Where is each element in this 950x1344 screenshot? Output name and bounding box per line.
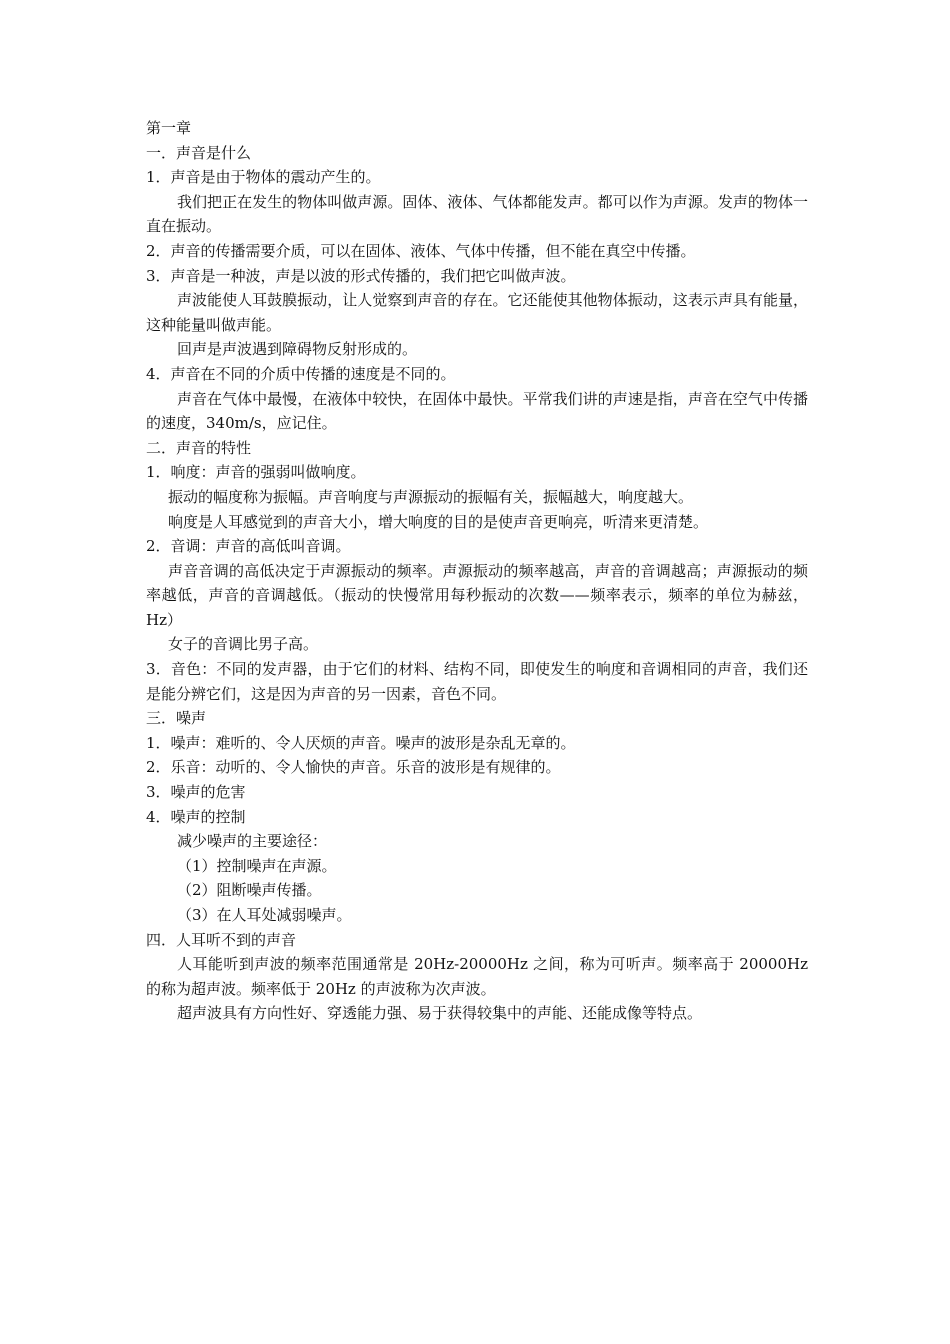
paragraph: 2．乐音：动听的、令人愉快的声音。乐音的波形是有规律的。 [146,758,561,777]
paragraph: 3．音色：不同的发声器，由于它们的材料、结构不同，即使发生的响度和音调相同的声音，我们还是能分辨它们，这是因为声音的另一因素，音色不同。 [146,660,808,703]
list-item: （1）控制噪声在声源。 [177,856,337,875]
paragraph: 我们把正在发生的物体叫做声源。固体、液体、气体都能发声。都可以作为声源。发声的物体一直在振动。 [146,192,808,236]
paragraph: 4．声音在不同的介质中传播的速度是不同的。 [146,364,456,383]
paragraph: 声音在气体中最慢，在液体中较快，在固体中最快。平常我们讲的声速是指，声音在空气中传播的速度，340m/s，应记住。 [146,389,808,433]
paragraph: 4．噪声的控制 [146,807,246,826]
section-heading-2: 二．声音的特性 [146,438,252,457]
paragraph: 人耳能听到声波的频率范围通常是 20Hz-20000Hz 之间，称为可听声。频率高于 20000Hz 的称为超声波。频率低于 20Hz 的声波称为次声波。 [146,955,808,998]
paragraph: 1．噪声：难听的、令人厌烦的声音。噪声的波形是杂乱无章的。 [146,733,576,752]
paragraph: 回声是声波遇到障碍物反射形成的。 [177,340,418,359]
section-heading-3: 三．噪声 [146,709,207,728]
paragraph: 振动的幅度称为振幅。声音响度与声源振动的振幅有关，振幅越大，响度越大。 [168,487,694,506]
paragraph: 超声波具有方向性好、穿透能力强、易于获得较集中的声能、还能成像等特点。 [177,1004,703,1023]
paragraph: 1．响度：声音的强弱叫做响度。 [146,463,366,482]
document-page [146,116,808,1026]
section-heading-1: 一．声音是什么 [146,143,252,162]
paragraph: 1．声音是由于物体的震动产生的。 [146,168,381,187]
section-heading-4: 四．人耳听不到的声音 [146,930,297,949]
paragraph: 声波能使人耳鼓膜振动，让人觉察到声音的存在。它还能使其他物体振动，这表示声具有能量，这种能量叫做声能。 [146,291,808,334]
paragraph: 响度是人耳感觉到的声音大小，增大响度的目的是使声音更响亮，听清来更清楚。 [168,512,709,531]
chapter-title: 第一章 [146,119,192,137]
paragraph: 3．声音是一种波，声是以波的形式传播的，我们把它叫做声波。 [146,266,576,285]
paragraph: 3．噪声的危害 [146,783,246,802]
list-item: （2）阻断噪声传播。 [177,881,322,900]
paragraph: 减少噪声的主要途径： [177,832,328,851]
list-item: （3）在人耳处减弱噪声。 [177,906,352,924]
paragraph: 2．声音的传播需要介质，可以在固体、液体、气体中传播，但不能在真空中传播。 [146,241,696,260]
paragraph: 声音音调的高低决定于声源振动的频率。声源振动的频率越高，声音的音调越高；声源振动的频率越低，声音的音调越低。（振动的快慢常用每秒振动的次数——频率表示，频率的单位为赫兹，Hz） [146,561,808,629]
paragraph: 女子的音调比男子高。 [168,635,319,654]
paragraph: 2．音调：声音的高低叫音调。 [146,537,351,556]
